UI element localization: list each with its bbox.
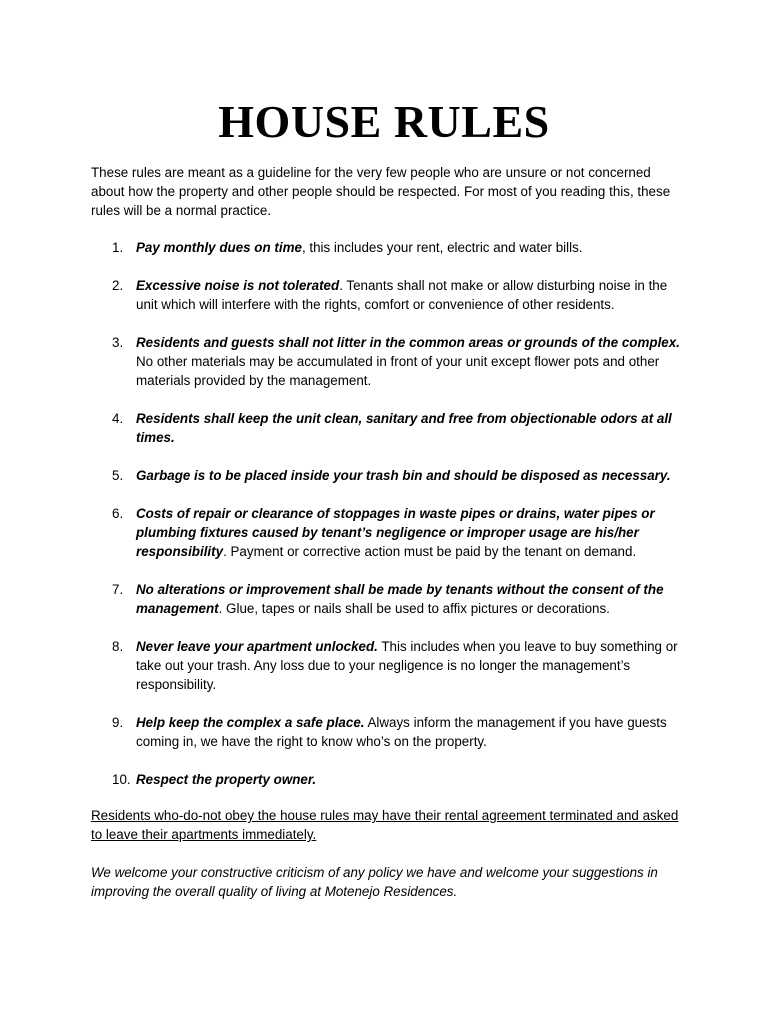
rule-text: , this includes your rent, electric and water bills. bbox=[301, 240, 583, 255]
rule-number: 5. bbox=[112, 468, 124, 483]
rule-number: 8. bbox=[112, 639, 124, 654]
page-title: HOUSE RULES bbox=[218, 96, 550, 147]
termination-warning: Residents who-do-not obey the house rules may have their rental agreement terminated and asked to leave their apartments immediately. bbox=[91, 808, 679, 842]
rule-text: . Glue, tapes or nails shall be used to affix pictures or decorations. bbox=[218, 601, 610, 616]
welcome-note: We welcome your constructive criticism of any policy we have and welcome your suggestions in improving the overall quality of living at Motenejo Residences. bbox=[91, 865, 658, 899]
rule-number: 2. bbox=[112, 278, 124, 293]
rule-number: 1. bbox=[112, 240, 124, 255]
rule-item bbox=[91, 276, 681, 314]
rule-emphasis: Pay monthly dues on time bbox=[136, 240, 302, 255]
rule-emphasis: Excessive noise is not tolerated bbox=[136, 278, 340, 293]
rule-number: 6. bbox=[112, 506, 124, 521]
rule-emphasis: Respect the property owner. bbox=[136, 772, 317, 787]
rule-item bbox=[91, 466, 681, 485]
rule-text: No other materials may be accumulated in front of your unit except flower pots and other materials provided by the management. bbox=[136, 354, 660, 388]
rule-emphasis: No alterations or improvement shall be made by tenants without the consent of the management bbox=[136, 582, 664, 616]
rule-item bbox=[91, 238, 681, 257]
rule-number: 3. bbox=[112, 335, 124, 350]
rule-item bbox=[91, 333, 681, 390]
rule-text: Always inform the management if you have guests coming in, we have the right to know who’s on the property. bbox=[136, 715, 667, 749]
rule-item bbox=[91, 713, 681, 751]
rule-item bbox=[91, 409, 681, 447]
rule-emphasis: Residents and guests shall not litter in the common areas or grounds of the complex. bbox=[136, 335, 680, 350]
intro-paragraph: These rules are meant as a guideline for the very few people who are unsure or not concerned about how the property and other people should be respected. For most of you reading this, these rules will be a normal practice. bbox=[91, 165, 671, 218]
rule-emphasis: Never leave your apartment unlocked. bbox=[136, 639, 378, 654]
rule-item bbox=[91, 770, 681, 789]
rule-emphasis: Garbage is to be placed inside your trash bin and should be disposed as necessary. bbox=[136, 468, 671, 483]
rule-number: 9. bbox=[112, 715, 124, 730]
rule-item bbox=[91, 504, 681, 561]
rule-item bbox=[91, 580, 681, 618]
rule-emphasis: Residents shall keep the unit clean, sanitary and free from objectionable odors at all times. bbox=[136, 411, 672, 445]
rules-list bbox=[91, 238, 681, 808]
rule-number: 7. bbox=[112, 582, 124, 597]
rule-number: 4. bbox=[112, 411, 124, 426]
rule-text: . Payment or corrective action must be paid by the tenant on demand. bbox=[223, 544, 637, 559]
rule-emphasis: Help keep the complex a safe place. bbox=[136, 715, 365, 730]
rule-emphasis: Costs of repair or clearance of stoppages in waste pipes or drains, water pipes or plumbing fixtures caused by tenant’s negligence or improper usage are his/her responsibility bbox=[136, 506, 655, 559]
rule-text: . Tenants shall not make or allow disturbing noise in the unit which will interfere with the rights, comfort or convenience of other residents. bbox=[136, 278, 668, 312]
rule-number: 10. bbox=[112, 772, 131, 787]
rule-item bbox=[91, 637, 681, 694]
rule-text: This includes when you leave to buy something or take out your trash. Any loss due to your negligence is no longer the management’s responsibility. bbox=[136, 639, 678, 692]
